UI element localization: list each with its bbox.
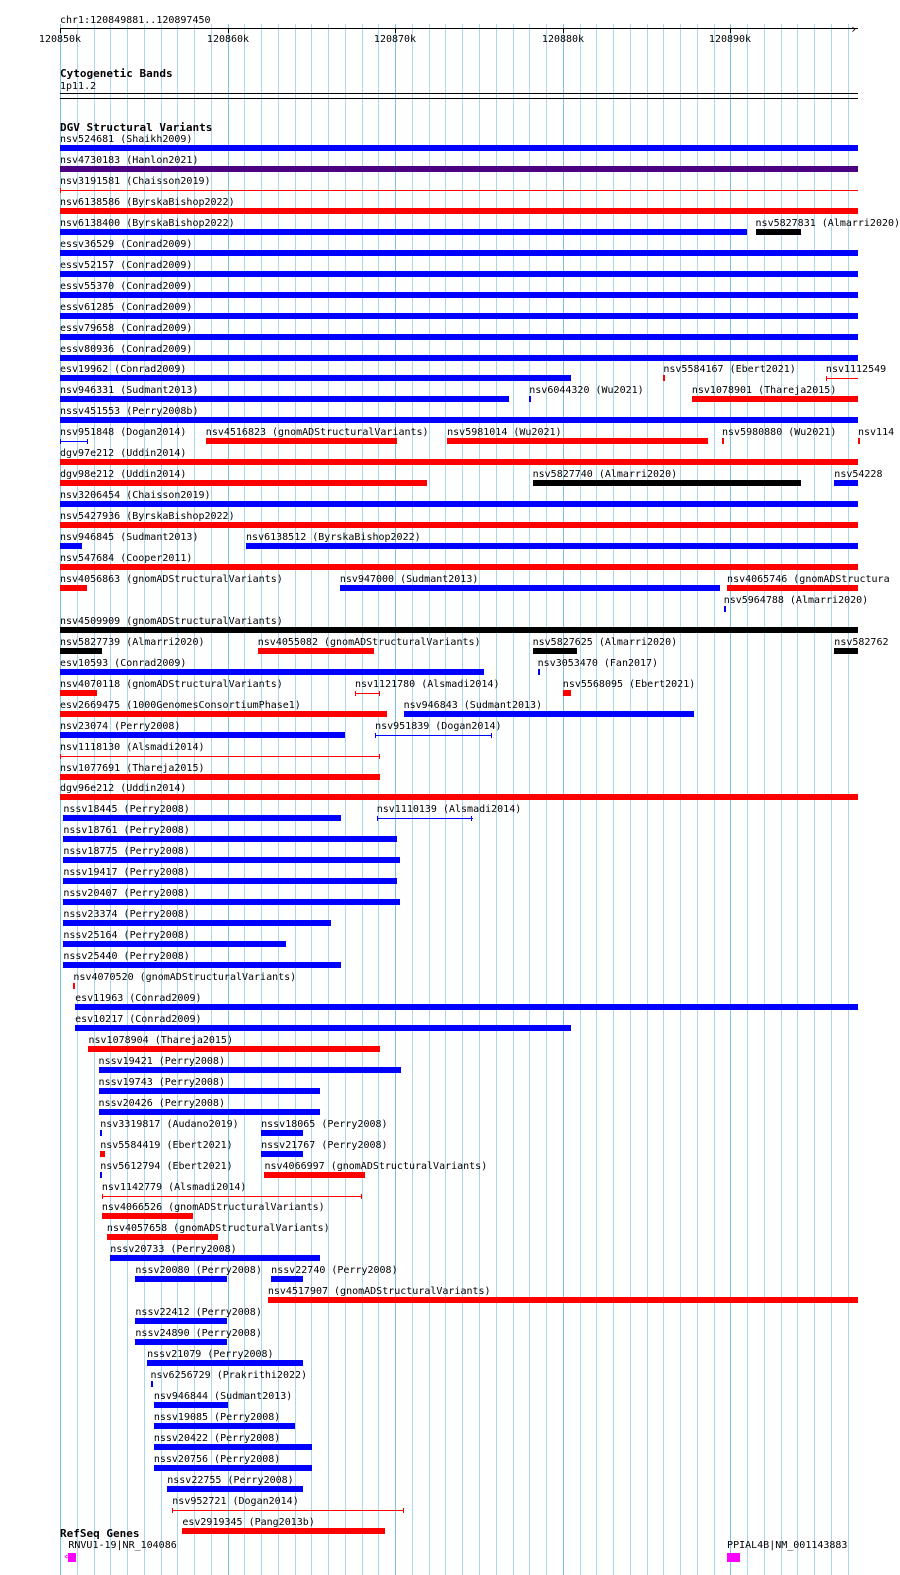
variant-bar[interactable]	[99, 1109, 320, 1115]
variant-label[interactable]: nsv946331 (Sudmant2013)	[60, 385, 199, 396]
variant-bar[interactable]	[63, 941, 286, 947]
variant-label[interactable]: essv55370 (Conrad2009)	[60, 281, 193, 292]
variant-label[interactable]: nssv24890 (Perry2008)	[135, 1328, 262, 1339]
variant-bar[interactable]	[60, 794, 858, 800]
variant-bar[interactable]	[102, 1213, 193, 1219]
variant-bar[interactable]	[100, 1151, 105, 1157]
variant-bar[interactable]	[73, 983, 75, 989]
variant-label[interactable]: nssv18775 (Perry2008)	[63, 846, 190, 857]
variant-label[interactable]: nssv25164 (Perry2008)	[63, 930, 190, 941]
variant-label[interactable]: nsv951839 (Dogan2014)	[375, 721, 502, 732]
variant-line[interactable]	[60, 190, 858, 191]
ruler-tick-label: 120860k	[206, 34, 250, 45]
variant-label[interactable]: nsv3319817 (Audano2019)	[100, 1119, 239, 1130]
variant-bar[interactable]	[63, 878, 397, 884]
variant-bar[interactable]	[834, 480, 858, 486]
variant-end-cap	[379, 691, 380, 696]
cytoband-top-line	[60, 93, 858, 94]
variant-bar[interactable]	[60, 564, 858, 570]
variant-line[interactable]	[375, 735, 492, 736]
variant-label[interactable]: nssv19421 (Perry2008)	[98, 1056, 225, 1067]
variant-label[interactable]: nsv946843 (Sudmant2013)	[403, 700, 543, 711]
ruler-tick	[228, 28, 229, 33]
variant-bar[interactable]	[663, 375, 665, 381]
variant-bar[interactable]	[63, 836, 397, 842]
variant-bar[interactable]	[135, 1339, 227, 1345]
variant-bar[interactable]	[60, 480, 427, 486]
variant-label[interactable]: nssv25440 (Perry2008)	[63, 951, 190, 962]
variant-bar[interactable]	[340, 585, 720, 591]
variant-end-cap	[87, 439, 88, 444]
variant-bar[interactable]	[261, 1151, 303, 1157]
variant-label[interactable]: nsv6138400 (ByrskaBishop2022)	[60, 218, 235, 229]
variant-label[interactable]: esv10217 (Conrad2009)	[75, 1014, 202, 1025]
variant-end-cap	[355, 691, 356, 696]
variant-bar[interactable]	[60, 166, 858, 172]
variant-bar[interactable]	[60, 648, 102, 654]
ruler-tick	[395, 28, 396, 33]
variant-label[interactable]: nsv3053470 (Fan2017)	[537, 658, 659, 669]
variant-label[interactable]: nssv21767 (Perry2008)	[261, 1140, 388, 1151]
variant-label[interactable]: nsv4730183 (Hanlon2021)	[60, 155, 199, 166]
variant-bar[interactable]	[533, 480, 801, 486]
variant-label[interactable]: nsv4509909 (gnomADStructuralVariants)	[60, 616, 283, 627]
variant-end-cap	[375, 733, 376, 738]
dgv-track-title: DGV Structural Variants	[60, 121, 213, 134]
variant-label[interactable]: nsv114	[858, 427, 895, 438]
variant-bar[interactable]	[60, 627, 858, 633]
variant-bar[interactable]	[447, 438, 708, 444]
variant-label[interactable]: nsv5612794 (Ebert2021)	[100, 1161, 233, 1172]
variant-end-cap	[361, 1194, 362, 1199]
variant-label[interactable]: nssv19085 (Perry2008)	[153, 1412, 281, 1423]
variant-bar[interactable]	[60, 229, 747, 235]
variant-label[interactable]: essv52157 (Conrad2009)	[60, 260, 193, 271]
variant-label[interactable]: nsv6138512 (ByrskaBishop2022)	[246, 532, 421, 543]
variant-bar[interactable]	[261, 1130, 303, 1136]
scroll-right-arrow-icon[interactable]: ›	[850, 22, 858, 36]
variant-label[interactable]: essv80936 (Conrad2009)	[60, 344, 193, 355]
variant-label[interactable]: essv79658 (Conrad2009)	[60, 323, 193, 334]
variant-label[interactable]: nsv4056863 (gnomADStructuralVariants)	[60, 574, 283, 585]
variant-label[interactable]: nsv524681 (Shaikh2009)	[60, 134, 193, 145]
variant-label[interactable]: essv61285 (Conrad2009)	[60, 302, 193, 313]
variant-label[interactable]: esv19962 (Conrad2009)	[60, 364, 187, 375]
variant-label[interactable]: nssv20756 (Perry2008)	[153, 1454, 281, 1465]
variant-label[interactable]: nsv4066526 (gnomADStructuralVariants)	[101, 1202, 325, 1213]
variant-label[interactable]: nsv946844 (Sudmant2013)	[153, 1391, 293, 1402]
variant-bar[interactable]	[60, 271, 858, 277]
variant-label[interactable]: nssv22412 (Perry2008)	[135, 1307, 262, 1318]
variant-bar[interactable]	[60, 711, 387, 717]
variant-label[interactable]: dgv98e212 (Uddin2014)	[60, 469, 187, 480]
variant-label[interactable]: nsv4070118 (gnomADStructuralVariants)	[60, 679, 283, 690]
variant-label[interactable]: nssv20422 (Perry2008)	[153, 1433, 281, 1444]
variant-bar[interactable]	[60, 208, 858, 214]
variant-label[interactable]: nsv4066997 (gnomADStructuralVariants)	[264, 1161, 488, 1172]
variant-label[interactable]: nsv951848 (Dogan2014)	[60, 427, 187, 438]
variant-bar[interactable]	[60, 522, 858, 528]
variant-bar[interactable]	[538, 669, 540, 675]
variant-bar[interactable]	[63, 857, 400, 863]
variant-label[interactable]: esv10593 (Conrad2009)	[60, 658, 187, 669]
variant-bar[interactable]	[60, 543, 82, 549]
ruler-tick	[730, 28, 731, 33]
ruler-tick	[60, 28, 61, 33]
variant-bar[interactable]	[60, 774, 380, 780]
variant-bar[interactable]	[60, 690, 97, 696]
gene-model[interactable]	[727, 1553, 740, 1562]
variant-label[interactable]: nsv547684 (Cooper2011)	[60, 553, 193, 564]
variant-bar[interactable]	[533, 648, 577, 654]
strand-arrow-icon: ⇐	[64, 1549, 72, 1563]
variant-label[interactable]: nssv18445 (Perry2008)	[63, 804, 190, 815]
variant-bar[interactable]	[110, 1255, 320, 1261]
cytoband-bottom-line	[60, 98, 858, 99]
variant-bar[interactable]	[756, 229, 801, 235]
ruler-tick-label: 120850k	[38, 34, 82, 45]
variant-label[interactable]: nsv4517907 (gnomADStructuralVariants)	[267, 1286, 491, 1297]
variant-bar[interactable]	[727, 585, 858, 591]
ruler-tick-label: 120870k	[373, 34, 417, 45]
variant-label[interactable]: nsv5427936 (ByrskaBishop2022)	[60, 511, 235, 522]
variant-bar[interactable]	[60, 459, 858, 465]
gene-label[interactable]: PPIAL4B|NM_001143883	[727, 1540, 848, 1551]
variant-label[interactable]: esv2669475 (1000GenomesConsortiumPhase1)	[60, 700, 301, 711]
variant-label[interactable]: nsv5827740 (Almarri2020)	[532, 469, 678, 480]
variant-bar[interactable]	[167, 1486, 303, 1492]
variant-bar[interactable]	[60, 396, 509, 402]
variant-end-cap	[826, 376, 827, 381]
variant-label[interactable]: nsv54228	[834, 469, 883, 480]
variant-label[interactable]: nssv19743 (Perry2008)	[98, 1077, 225, 1088]
ruler-axis	[60, 28, 858, 29]
variant-bar[interactable]	[60, 292, 858, 298]
ruler-tick-label: 120890k	[708, 34, 752, 45]
variant-end-cap	[60, 188, 61, 193]
variant-label[interactable]: nssv19417 (Perry2008)	[63, 867, 190, 878]
variant-label[interactable]: nsv4065746 (gnomADStructura	[727, 574, 890, 585]
variant-line[interactable]	[355, 693, 380, 694]
variant-bar[interactable]	[100, 1172, 102, 1178]
variant-bar[interactable]	[88, 1046, 380, 1052]
variant-bar[interactable]	[154, 1465, 312, 1471]
variant-bar[interactable]	[154, 1444, 312, 1450]
variant-label[interactable]: nsv1118130 (Alsmadi2014)	[60, 742, 205, 753]
variant-label[interactable]: nsv4055082 (gnomADStructuralVariants)	[257, 637, 481, 648]
variant-label[interactable]: nsv5827625 (Almarri2020)	[532, 637, 678, 648]
variant-bar[interactable]	[60, 313, 858, 319]
variant-end-cap	[172, 1508, 173, 1513]
variant-label[interactable]: nsv952721 (Dogan2014)	[172, 1496, 299, 1507]
variant-label[interactable]: nsv3191581 (Chaisson2019)	[60, 176, 211, 187]
variant-bar[interactable]	[63, 815, 341, 821]
variant-label[interactable]: nsv5568095 (Ebert2021)	[562, 679, 696, 690]
variant-label[interactable]: nsv5980880 (Wu2021)	[722, 427, 837, 438]
variant-bar[interactable]	[60, 585, 87, 591]
variant-label[interactable]: esv11963 (Conrad2009)	[75, 993, 202, 1004]
variant-bar[interactable]	[75, 1025, 571, 1031]
variant-bar[interactable]	[60, 501, 858, 507]
variant-label[interactable]: nssv18065 (Perry2008)	[261, 1119, 388, 1130]
variant-bar[interactable]	[858, 438, 860, 444]
variant-bar[interactable]	[63, 962, 341, 968]
variant-bar[interactable]	[135, 1276, 227, 1282]
variant-label[interactable]: nssv18761 (Perry2008)	[63, 825, 190, 836]
variant-label[interactable]: nsv5827831 (Almarri2020)	[755, 218, 900, 229]
variant-line[interactable]	[172, 1510, 403, 1511]
variant-bar[interactable]	[154, 1423, 295, 1429]
variant-bar[interactable]	[834, 648, 858, 654]
variant-bar[interactable]	[271, 1276, 303, 1282]
variant-label[interactable]: nsv1142779 (Alsmadi2014)	[101, 1182, 247, 1193]
variant-bar[interactable]	[246, 543, 858, 549]
variant-bar[interactable]	[154, 1402, 228, 1408]
refseq-track-title: RefSeq Genes	[60, 1527, 140, 1540]
variant-end-cap	[403, 1508, 404, 1513]
variant-label[interactable]: dgv96e212 (Uddin2014)	[60, 783, 187, 794]
variant-label[interactable]: nsv5981014 (Wu2021)	[447, 427, 562, 438]
variant-bar[interactable]	[692, 396, 858, 402]
variant-bar[interactable]	[63, 899, 400, 905]
variant-bar[interactable]	[60, 732, 345, 738]
variant-bar[interactable]	[722, 438, 724, 444]
variant-label[interactable]: nsv3206454 (Chaisson2019)	[60, 490, 211, 501]
variant-end-cap	[377, 816, 378, 821]
cytoband-label: 1p11.2	[60, 81, 97, 92]
variant-label[interactable]: nssv20733 (Perry2008)	[110, 1244, 237, 1255]
ruler-tick-label: 120880k	[541, 34, 585, 45]
variant-label[interactable]: nsv4070520 (gnomADStructuralVariants)	[73, 972, 297, 983]
variant-bar[interactable]	[60, 334, 858, 340]
variant-label[interactable]: nssv451553 (Perry2008b)	[60, 406, 199, 417]
variant-label[interactable]: dgv97e212 (Uddin2014)	[60, 448, 187, 459]
variant-bar[interactable]	[60, 250, 858, 256]
variant-bar[interactable]	[264, 1172, 365, 1178]
variant-bar[interactable]	[206, 438, 397, 444]
variant-label[interactable]: nsv4057658 (gnomADStructuralVariants)	[106, 1223, 330, 1234]
variant-bar[interactable]	[182, 1528, 385, 1534]
variant-end-cap	[379, 754, 380, 759]
variant-label[interactable]: nssv23374 (Perry2008)	[63, 909, 190, 920]
variant-label[interactable]: nsv4516823 (gnomADStructuralVariants)	[205, 427, 429, 438]
variant-label[interactable]: nssv22740 (Perry2008)	[271, 1265, 398, 1276]
variant-label[interactable]: nsv5964788 (Almarri2020)	[723, 595, 869, 606]
gene-label[interactable]: RNVU1-19|NR_104086	[68, 1540, 177, 1551]
variant-label[interactable]: nsv1077691 (Thareja2015)	[60, 763, 205, 774]
variant-end-cap	[60, 754, 61, 759]
variant-bar[interactable]	[99, 1067, 401, 1073]
variant-bar[interactable]	[107, 1234, 218, 1240]
variant-label[interactable]: essv36529 (Conrad2009)	[60, 239, 193, 250]
variant-label[interactable]: nssv22755 (Perry2008)	[167, 1475, 294, 1486]
variant-bar[interactable]	[147, 1360, 303, 1366]
variant-label[interactable]: nssv20080 (Perry2008)	[135, 1265, 262, 1276]
variant-label[interactable]: nsv23074 (Perry2008)	[60, 721, 181, 732]
variant-bar[interactable]	[60, 355, 858, 361]
variant-bar[interactable]	[529, 396, 531, 402]
variant-bar[interactable]	[99, 1088, 320, 1094]
variant-label[interactable]: nsv5584167 (Ebert2021)	[663, 364, 796, 375]
variant-bar[interactable]	[63, 920, 331, 926]
variant-bar[interactable]	[60, 145, 858, 151]
variant-label[interactable]: nsv6044320 (Wu2021)	[529, 385, 644, 396]
variant-label[interactable]: nssv20426 (Perry2008)	[98, 1098, 225, 1109]
variant-label[interactable]: nsv1110139 (Alsmadi2014)	[376, 804, 522, 815]
variant-bar[interactable]	[151, 1381, 153, 1387]
variant-label[interactable]: nsv947000 (Sudmant2013)	[339, 574, 479, 585]
variant-line[interactable]	[60, 441, 88, 442]
ruler-coordinates: chr1:120849881..120897450	[60, 15, 211, 26]
variant-bar[interactable]	[404, 711, 694, 717]
variant-bar[interactable]	[60, 669, 484, 675]
variant-bar[interactable]	[258, 648, 374, 654]
variant-label[interactable]: esv2919345 (Pang2013b)	[182, 1517, 315, 1528]
variant-line[interactable]	[102, 1196, 362, 1197]
ruler-tick	[563, 28, 564, 33]
variant-label[interactable]: nsv1112549	[825, 364, 887, 375]
variant-label[interactable]: nsv582762	[834, 637, 889, 648]
variant-bar[interactable]	[100, 1130, 102, 1136]
variant-bar[interactable]	[135, 1318, 227, 1324]
variant-label[interactable]: nsv946845 (Sudmant2013)	[60, 532, 199, 543]
variant-bar[interactable]	[268, 1297, 858, 1303]
variant-label[interactable]: nsv1078901 (Thareja2015)	[691, 385, 837, 396]
cytogenetic-track-title: Cytogenetic Bands	[60, 67, 173, 80]
variant-bar[interactable]	[724, 606, 726, 612]
variant-label[interactable]: nsv1121780 (Alsmadi2014)	[354, 679, 500, 690]
variant-label[interactable]: nsv1078904 (Thareja2015)	[88, 1035, 233, 1046]
variant-label[interactable]: nsv6256729 (Prakrithi2022)	[150, 1370, 308, 1381]
variant-bar[interactable]	[60, 375, 571, 381]
variant-label[interactable]: nssv21079 (Perry2008)	[147, 1349, 274, 1360]
variant-label[interactable]: nsv6138586 (ByrskaBishop2022)	[60, 197, 235, 208]
variant-label[interactable]: nsv5827739 (Almarri2020)	[60, 637, 205, 648]
variant-bar[interactable]	[60, 417, 858, 423]
variant-bar[interactable]	[563, 690, 571, 696]
variant-end-cap	[60, 439, 61, 444]
variant-line[interactable]	[60, 756, 380, 757]
variant-label[interactable]: nsv5584419 (Ebert2021)	[100, 1140, 233, 1151]
variant-bar[interactable]	[75, 1004, 858, 1010]
variant-end-cap	[102, 1194, 103, 1199]
variant-end-cap	[491, 733, 492, 738]
variant-label[interactable]: nssv20407 (Perry2008)	[63, 888, 190, 899]
variant-line[interactable]	[377, 818, 473, 819]
variant-line[interactable]	[826, 378, 858, 379]
variant-end-cap	[471, 816, 472, 821]
